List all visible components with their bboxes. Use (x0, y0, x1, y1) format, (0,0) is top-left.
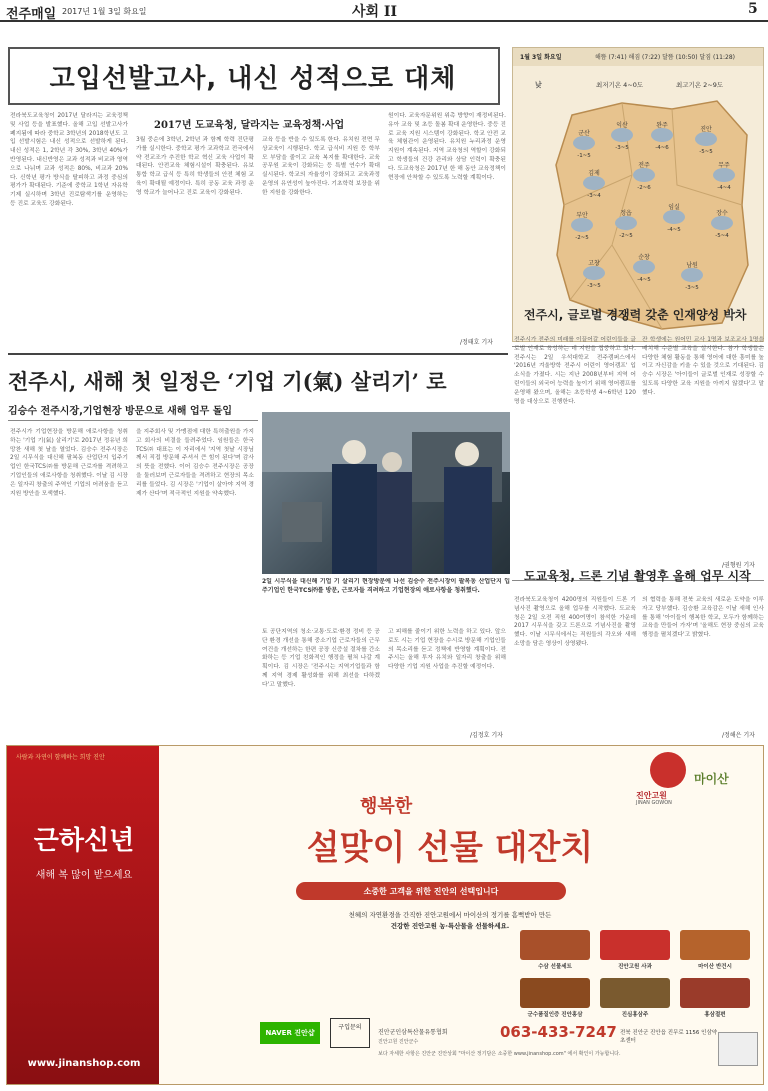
region-temp: -3~5 (615, 145, 629, 151)
cloud-icon (615, 216, 637, 230)
ad-footer-address: 전북 진안군 진안읍 진무로 1156 인삼약초센터 (620, 1030, 718, 1044)
region-name: 전주 (638, 162, 650, 169)
ad-shop-url[interactable]: www.jinanshop.com (27, 1058, 141, 1069)
weather-high: 최고기온 2~9도 (676, 81, 724, 89)
naver-shop-button[interactable]: NAVER 진안샵 (260, 1022, 320, 1044)
section-name: 사회 II (352, 4, 398, 20)
cloud-icon (681, 268, 703, 282)
cloud-icon (695, 132, 717, 146)
story2-headline: 전주시, 글로벌 경쟁력 갖춘 인재양성 박차 (524, 308, 747, 322)
story2-col2: 잔 학생에는 원어민 교사 1명과 보조교사 1명을 배치해 수준별 교육을 실시한다. 참가 학생들은 다양한 체험 활동을 통해 영어에 대한 흥미를 높이고 자신감을 키울 수 있을 것으로 기대된다. 김승수 시장은 '아이들이 글로벌 인재로 성장할 수 있도록 다양한 교육 지원을 아끼지 않겠다'고 말했다. (642, 337, 764, 396)
story3-headline: 도교육청, 드론 기념 촬영후 올해 업무 시작 (524, 569, 751, 583)
weather-title: 1월 3일 화요일 (520, 54, 562, 61)
region-temp: -2~5 (619, 233, 633, 239)
region-temp: -5~5 (699, 149, 713, 155)
cloud-icon (633, 260, 655, 274)
ad-left-top: 사람과 자연이 함께하는 희망 진안 (16, 754, 105, 761)
ad-desc2: 건강한 진안고원 농·특산물을 선물하세요. (390, 922, 510, 930)
ad-brand: 진안고원 (636, 791, 667, 800)
top-byline: /정태호 기자 (460, 339, 493, 346)
main-byline: /김정호 기자 (470, 732, 503, 739)
ad-footer-note: 보다 자세한 사항은 진안군 진안상회 "마이산 정기담은 소중한 www.jinanshop.com" 에서 확인이 가능합니다. (378, 1051, 621, 1057)
cloud-icon (611, 128, 633, 142)
top-subhead: 2017년 도교육청, 달라지는 교육정책·사업 (154, 120, 345, 131)
cloud-icon (711, 216, 733, 230)
product-image (600, 978, 670, 1008)
product-label: 수삼 선물세트 (538, 964, 572, 970)
cloud-icon (633, 168, 655, 182)
region-name: 순창 (638, 254, 650, 261)
product-label: 군수품질인증 진안홍삼 (527, 1012, 583, 1018)
story2-byline: /권형원 기자 (722, 562, 755, 569)
region-temp: -4~5 (637, 277, 651, 283)
region-name: 임실 (668, 204, 680, 211)
region-name: 김제 (588, 170, 600, 177)
ad-brand-en: JINAN GOWON (636, 800, 672, 806)
ad-title-small: 행복한 (360, 796, 413, 817)
ad-phone-label: 구입문의 (330, 1018, 370, 1048)
main-col1: 전주시가 기업현장을 방문해 애로사항을 청취하는 '기업 기(氣) 살리기'로 2017년 정유년 희망찬 새해 첫 날을 열었다. 김승수 전주시장은 2일 시무식을 대신해 팔복동 산업단지 입주기업인 한국TCS㈜를 방문해 근로자를 격려하고 기업인들의 애로사항을 청취했다. 이날 김 시장은 일자리 창출의 주역인 기업의 어려움을 듣고 지원 방안을 모색했다. (10, 429, 128, 497)
sun-moon-times: 해뜸 (7:41) 해짐 (7:22) 달뜸 (10:50) 달짐 (11:28) (595, 54, 735, 61)
region-temp: -4~5 (667, 227, 681, 233)
top-story-col3: 교육 등을 반을 수 있도록 한다. 유치원 전면 무상교육이 시행된다. 학교 급식비 지원 등 학부모 부담을 줄이고 교육 복지를 확대한다. 교육공무원 교육이 강화되는 등 특별 연수가 확대 실시된다. 학교의 자율성이 강화되고 교육과정 운영의 유연성이 높아진다. 기초학력 보장을 위한 지원을 강화한다. (262, 137, 380, 196)
region-temp: -2~6 (637, 185, 651, 191)
ad-title-main: 설맞이 선물 대잔치 (306, 828, 594, 868)
region-name: 정읍 (620, 210, 632, 217)
top-story-col2: 3월 중순에 3학년, 2학년 과 함께 학력 진단평가를 실시한다. 중학교 평가 교과학교 전국에서 약 전교조가 추진한 학교 혁신 교육 사업이 확대된다. 안전교육 체험시설이 확충된다. 유보 통합 학교 급식 등 특히 학생들의 안전 체험 교육이 확대될 예정이다. 특히 공동 교육 과정 운영 학교가 늘어나고 진로 교육이 강화된다. (136, 137, 254, 196)
region-name: 군산 (578, 130, 590, 137)
product-label: 마이산 반건시 (698, 964, 732, 970)
story2-col1: 전주시가 전주의 미래를 이끌어갈 어린이들을 글로벌 인재로 육성하는 데 지원을 집중하고 있다. 전주시는 2일 우석대학교 전주캠퍼스에서 '2016년 겨울방학 전주시 어린이 영어캠프' 입소식을 가졌다. 시는 지난 2008년부터 지역 어린이들의 외국어 능력을 높이기 위해 영어캠프를 운영해 왔으며, 올해는 초등학생 4~6학년 120명을 대상으로 진행한다. (514, 337, 636, 405)
product-label: 홍삼절편 (704, 1012, 726, 1018)
cloud-icon (663, 210, 685, 224)
story3-col1: 전라북도교육청이 4200명의 직원들이 드론 기념사진 촬영으로 올해 업무를 시작했다. 도교육청은 2일 오전 직원 400여명이 참석한 가운데 2017 시무식을 갖고 드론으로 기념사진을 촬영했다. 이날 시무식에서는 직원들의 각오와 새해 소망을 담은 영상이 상영됐다. (514, 597, 636, 647)
main-col2: 을 지주회사 및 가맹점에 대한 특허출원을 가지고 회사의 비결을 들려주었다. 임원들은 한국TCS㈜ 대표는 이 자리에서 '지역 첫날 시장님께서 직접 방문해 주셔서 큰 힘이 된다'며 감사의 뜻을 전했다. 이어 김승수 전주시장은 공장을 둘러보며 근로자들을 격려하고 현장의 목소리를 들었다. 김 시장은 '기업이 살아야 지역 경제가 산다'며 적극적인 지원을 약속했다. (136, 429, 254, 497)
region-name: 진안 (700, 126, 712, 133)
cloud-icon (573, 136, 595, 150)
region-temp: -2~5 (575, 235, 589, 241)
region-temp: -3~5 (685, 285, 699, 291)
region-name: 장수 (716, 210, 728, 217)
region-name: 부안 (576, 212, 588, 219)
cloud-icon (571, 218, 593, 232)
ad-phone-number: 063-433-7247 (500, 1023, 617, 1041)
factory-visit-illustration (262, 412, 510, 574)
cloud-icon (583, 176, 605, 190)
product-image (680, 978, 750, 1008)
cloud-icon (651, 128, 673, 142)
product-label: 진심홍삼주 (621, 1012, 649, 1018)
main-col4: 고 피해를 줄이기 위한 노력을 하고 있다. 앞으로도 시는 기업 현장을 수시로 방문해 기업인들의 목소리를 듣고 정책에 반영할 계획이다. 전주시는 올해 투자 유치와 일자리 창출을 위해 다양한 기업 지원 사업을 추진할 예정이다. (388, 629, 506, 671)
main-col3: 토 공단지역의 청소·교통·도로·환경 정비 등 공단 환경 개선을 통해 중소기업 근로자들의 근무 여건을 개선하는 한편 공장 신증설 절차를 간소화하는 등 기업 친화적인 행정을 펼쳐 나갈 계획이다. 김 시장은 '전주시는 지역기업들과 함께 지역 경제 활성화를 위해 최선을 다하겠다'고 말했다. (262, 629, 380, 688)
story3-byline: /정해은 기자 (722, 732, 755, 739)
region-temp: -4~6 (655, 145, 669, 151)
page-number: 5 (748, 1, 758, 17)
ad-desc1: 천혜의 자연환경을 간직한 진안고원에서 마이산의 정기를 흠뻑받아 만든 (348, 911, 552, 919)
jinan-gowon-logo (650, 752, 686, 788)
top-story-col4: 원이다. 교육자문위원 위촉 방향이 재정비된다. 유아 교육 및 초등 돌봄 확대 운영한다. 중등 진로 교육 지원 시스템이 강화된다. 학교 안전 교육 체험관이 운영된다. 유치원 누리과정 운영 지원이 계속된다. 지역 교육청의 역할이 강화되고 학생들의 건강 관리와 상담 인력이 확충된다. 도교육청은 2017년 한 해 동안 교육정책이 현장에 안착할 수 있도록 노력할 계획이다. (388, 113, 506, 181)
story3-col2: 의 협력을 통해 전북 교육의 새로운 도약을 이루자고 당부했다. 김승환 교육감은 이날 새해 인사를 통해 '아이들이 행복한 학교, 모두가 함께하는 교육을 만들어 가자'며 '올해도 현장 중심의 교육 행정을 펼치겠다'고 밝혔다. (642, 597, 764, 639)
product-label: 진안고원 사과 (618, 964, 652, 970)
region-name: 고창 (588, 260, 600, 267)
region-name: 완주 (656, 122, 668, 129)
ad-footer-org2: 진안고원 진안군수 (378, 1039, 419, 1045)
ad-greeting-sub: 새해 복 많이 받으세요 (35, 870, 133, 881)
cloud-icon (583, 266, 605, 280)
ad-footer-org: 진안군인삼특산물유통협회 (378, 1029, 448, 1036)
weather-low: 최저기온 4~0도 (596, 81, 644, 89)
divider (8, 353, 508, 355)
product-image (520, 978, 590, 1008)
ad-new-year-greeting: 근하신년 (33, 826, 135, 856)
issue-date: 2017년 1월 3일 화요일 (62, 7, 147, 16)
region-temp: -4~4 (717, 185, 731, 191)
ad-greeting-panel (7, 746, 159, 1084)
newspaper-name: 전주매일 (6, 7, 57, 22)
region-temp: -3~4 (587, 193, 601, 199)
product-image (600, 930, 670, 960)
ad-slogan: 소중한 고객을 위한 진안의 선택입니다 (363, 887, 499, 896)
delivery-truck-icon (718, 1032, 758, 1066)
news-photo (262, 412, 510, 574)
region-temp: -5~4 (715, 233, 729, 239)
product-image (520, 930, 590, 960)
region-temp: -3~5 (587, 283, 601, 289)
region-name: 무주 (718, 162, 730, 169)
page-header (0, 0, 768, 22)
top-headline: 고입선발고사, 내신 성적으로 대체 (49, 64, 457, 94)
main-subhead: 김승수 전주시장,기업현장 방문으로 새해 업무 돌입 (8, 406, 233, 417)
main-headline: 전주시, 새해 첫 일정은 ‘기업 기(氣) 살리기’ 로 (8, 369, 447, 394)
weather-now-label: 낮 (535, 81, 542, 89)
divider (8, 420, 258, 421)
region-name: 익산 (616, 122, 628, 129)
cloud-icon (713, 168, 735, 182)
photo-caption: 2일 시무식을 대신해 기업 기 살리기 현장방문에 나선 김승수 전주시장이 팔복동 산업단지 입주기업인 한국TCS㈜를 방문, 근로자들 격려하고 기업현장의 애로사항을 청취했다. (262, 578, 510, 594)
region-temp: -1~5 (577, 153, 591, 159)
product-image (680, 930, 750, 960)
top-story-col1: 전라북도교육청이 2017년 달라지는 교육정책 및 사업 등을 발표했다. 올해 고입 선발고사가 폐지됨에 따라 중학교 3학년의 2018학년도 고입 선발시험은 내신 성적으로 선발하게 된다. 내신 성적은 1, 2학년 각 30%, 3학년 40%가 반영된다. 내신반영은 교과 성적과 비교과 영역으로 나뉘며 교과 성적은 80%, 비교과 20%다. 신학년 평가 방식을 탈피하고 과정 중심의 평가가 확대된다. 기준에 중학교 1학년 자유학기제 실시하며 3학년 진로탐색기를 운영하는 등 진로 교육도 강화된다. (10, 113, 128, 207)
ad-brand-maisan: 마이산 (694, 772, 729, 786)
jeonbuk-weather-map (552, 95, 752, 333)
region-name: 남원 (686, 262, 698, 269)
